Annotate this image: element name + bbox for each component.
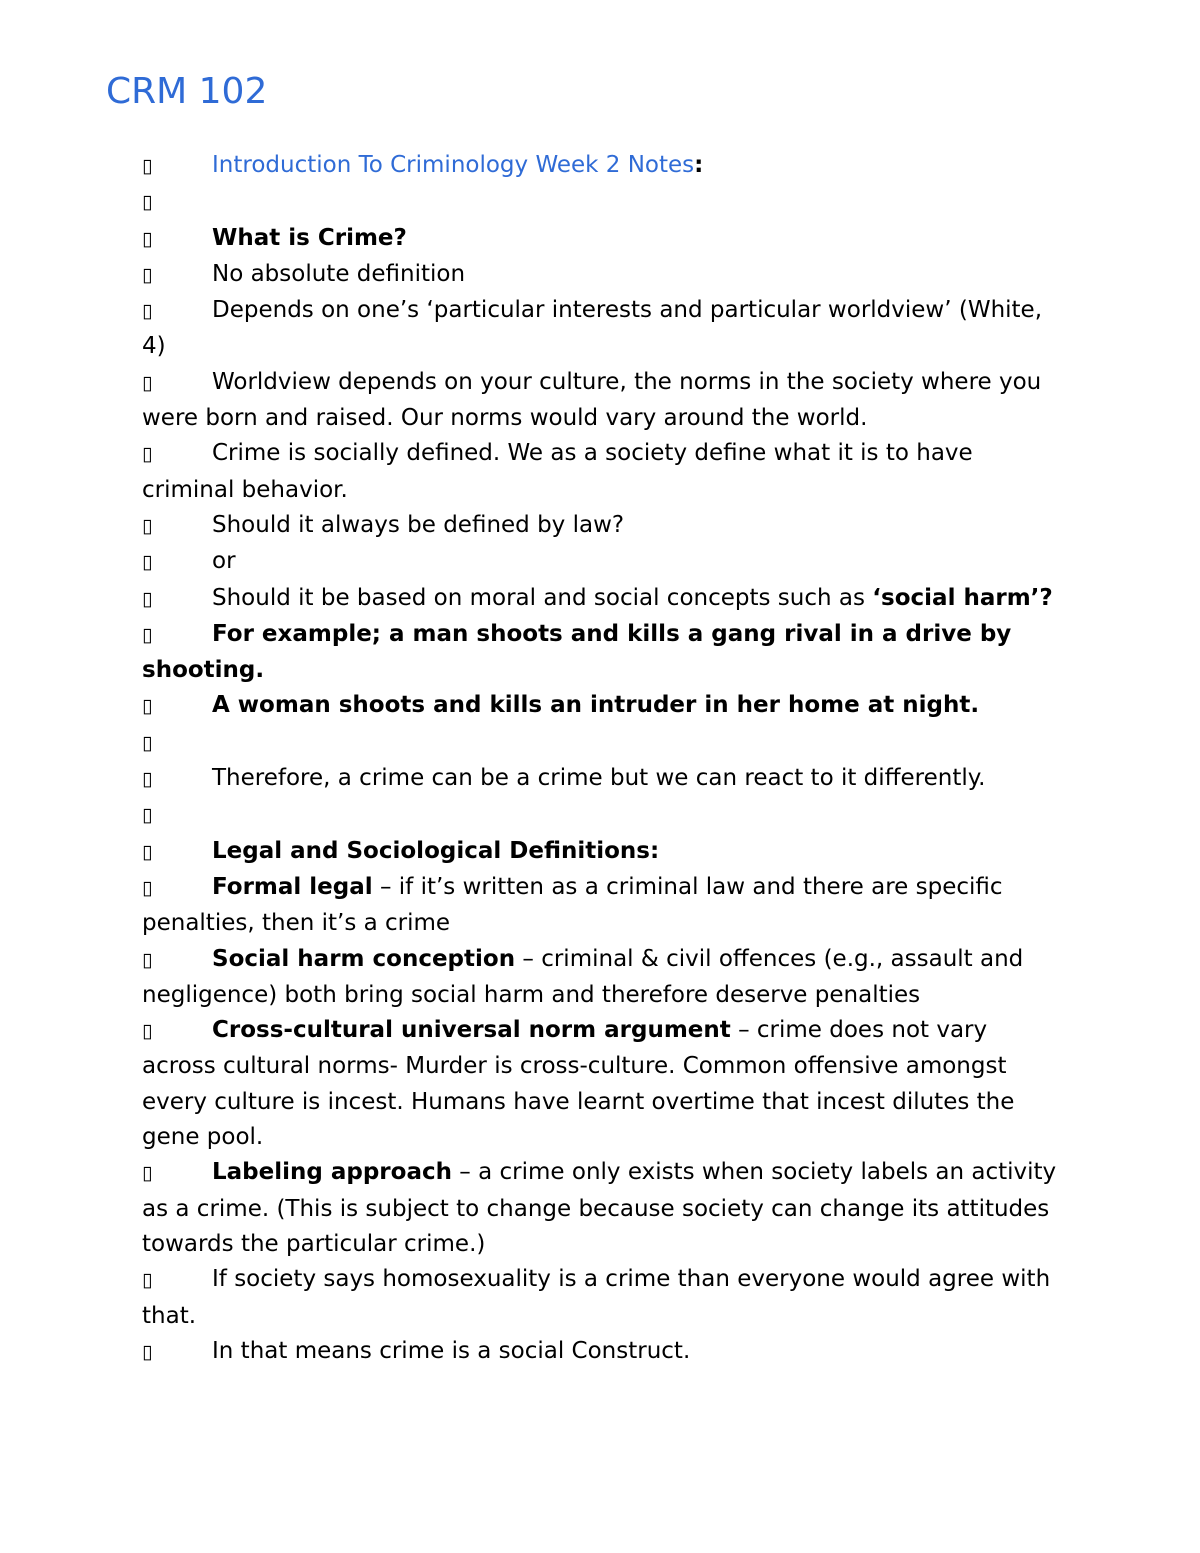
list-item: ▯ or — [142, 544, 1062, 580]
bullet-icon: ▯ — [142, 191, 153, 214]
bullet-icon: ▯ — [142, 695, 153, 718]
bullet-icon: ▯ — [142, 514, 153, 537]
list-item: ▯ Introduction To Criminology Week 2 Notes: — [142, 148, 1062, 184]
list-item: ▯ If society says homosexuality is a crime than everyone would agree with that. — [142, 1262, 1062, 1334]
bullet-icon: ▯ — [142, 443, 153, 466]
list-item: ▯ Labeling approach – a crime only exists when society labels an activity as a crime. (This is subject to change because society can change its attitudes towards the particular crime.) — [142, 1155, 1062, 1262]
bullet-icon: ▯ — [142, 804, 153, 827]
subheading: Legal and Sociological Definitions: — [212, 837, 660, 864]
bullet-icon: ▯ — [142, 155, 153, 177]
list-item: ▯ Should it always be defined by law? — [142, 508, 1062, 544]
list-item: ▯ Therefore, a crime can be a crime but we can react to it differently. — [142, 761, 1062, 797]
bullet-icon: ▯ — [142, 1020, 153, 1043]
section-heading: Introduction To Criminology Week 2 Notes — [212, 152, 695, 178]
definition-term: Formal legal — [212, 873, 373, 900]
bullet-icon: ▯ — [142, 1340, 153, 1363]
definition-term: Labeling approach — [212, 1159, 452, 1186]
list-item: ▯ Cross-cultural universal norm argument – crime does not vary across cultural norms- Murder is cross-culture. Common offensive amongst every culture is incest. Humans have learnt overtime that incest dilutes the gene pool. — [142, 1013, 1062, 1155]
bullet-icon: ▯ — [142, 1162, 153, 1185]
bullet-icon: ▯ — [142, 731, 153, 754]
bullet-icon: ▯ — [142, 371, 153, 394]
bullet-icon: ▯ — [142, 300, 153, 323]
subheading: What is Crime? — [212, 224, 407, 251]
bullet-icon: ▯ — [142, 623, 153, 646]
list-item — [142, 184, 1062, 220]
list-item: ▯ Formal legal – if it’s written as a criminal law and there are specific penalties, then it’s a crime — [142, 870, 1062, 942]
list-item: ▯ In that means crime is a social Construct. — [142, 1334, 1062, 1370]
bullet-icon: ▯ — [142, 876, 153, 899]
list-item: ▯ A woman shoots and kills an intruder in her home at night. — [142, 688, 1062, 724]
bullet-icon: ▯ — [142, 227, 153, 250]
document-title: CRM 102 — [106, 71, 268, 112]
list-item — [142, 221, 1062, 257]
definition-term: Cross-cultural universal norm argument — [212, 1017, 731, 1044]
list-item — [142, 725, 1062, 761]
list-item: ▯ Depends on one’s ‘particular interests and particular worldview’ (White, 4) — [142, 293, 1062, 365]
list-item: ▯ No absolute definition — [142, 257, 1062, 293]
list-item: ▯ For example; a man shoots and kills a gang rival in a drive by shooting. — [142, 617, 1062, 689]
notes-body — [142, 148, 1062, 1370]
list-item: ▯ Should it be based on moral and social concepts such as ‘social harm’? — [142, 581, 1062, 617]
bullet-icon: ▯ — [142, 768, 153, 791]
definition-term: Social harm conception — [212, 945, 516, 972]
bullet-icon: ▯ — [142, 1269, 153, 1292]
list-item — [142, 834, 1062, 870]
bullet-icon: ▯ — [142, 840, 153, 863]
list-item — [142, 797, 1062, 833]
bullet-icon: ▯ — [142, 551, 153, 574]
bullet-icon: ▯ — [142, 948, 153, 971]
bullet-icon: ▯ — [142, 587, 153, 610]
list-item: ▯ Worldview depends on your culture, the norms in the society where you were born and raised. Our norms would vary around the world. — [142, 365, 1062, 437]
bullet-icon: ▯ — [142, 263, 153, 286]
list-item: ▯ Crime is socially defined. We as a society define what it is to have criminal behavior. — [142, 436, 1062, 508]
list-item: ▯ Social harm conception – criminal & civil offences (e.g., assault and negligence) both bring social harm and therefore deserve penalties — [142, 942, 1062, 1014]
